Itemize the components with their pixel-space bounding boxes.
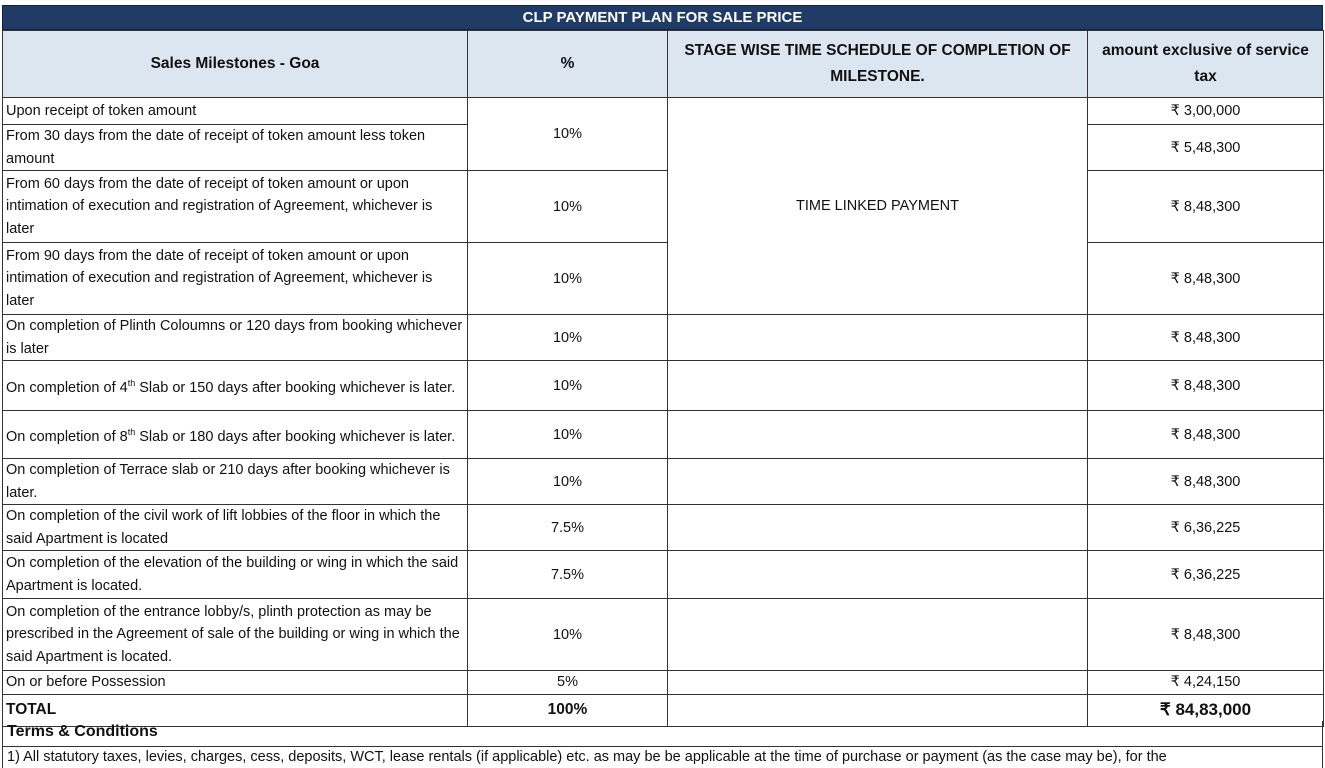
milestone-cell: On or before Possession — [3, 671, 468, 695]
percent-cell: 10% — [468, 599, 668, 671]
ordinal-suffix: th — [127, 377, 136, 388]
schedule-cell — [668, 505, 1088, 551]
schedule-cell — [668, 459, 1088, 505]
table-row — [3, 505, 1324, 551]
percent-cell: 10% — [468, 98, 668, 171]
table-header-row — [3, 31, 1324, 98]
table-row — [3, 459, 1324, 505]
table-row — [3, 315, 1324, 361]
milestone-text: Slab or 180 days after booking whichever is later. — [135, 428, 456, 445]
milestone-text: On completion of 4 — [6, 379, 128, 396]
percent-cell: 5% — [468, 671, 668, 695]
schedule-cell: TIME LINKED PAYMENT — [668, 98, 1088, 315]
milestone-cell: On completion of the entrance lobby/s, plinth protection as may be prescribed in the Agreement of sale of the building or wing in which the said Apartment is located. — [3, 599, 468, 671]
plan-title: CLP PAYMENT PLAN FOR SALE PRICE — [2, 5, 1323, 30]
table-row — [3, 671, 1324, 695]
payment-plan-table — [2, 30, 1324, 727]
milestone-cell: On completion of the civil work of lift lobbies of the floor in which the said Apartment is located — [3, 505, 468, 551]
percent-cell: 7.5% — [468, 551, 668, 599]
percent-cell: 10% — [468, 459, 668, 505]
header-percent: % — [468, 31, 668, 98]
milestone-text: Slab or 150 days after booking whichever is later. — [135, 379, 456, 396]
total-label: TOTAL — [3, 694, 468, 726]
amount-cell: ₹ 6,36,225 — [1088, 505, 1324, 551]
header-amount: amount exclusive of service tax — [1088, 31, 1324, 98]
milestone-cell: Upon receipt of token amount — [3, 98, 468, 125]
table-row — [3, 98, 1324, 125]
milestone-cell — [3, 361, 468, 411]
amount-cell: ₹ 8,48,300 — [1088, 243, 1324, 315]
amount-cell: ₹ 8,48,300 — [1088, 315, 1324, 361]
amount-cell: ₹ 8,48,300 — [1088, 411, 1324, 459]
amount-cell: ₹ 6,36,225 — [1088, 551, 1324, 599]
header-milestones: Sales Milestones - Goa — [3, 31, 468, 98]
percent-cell: 10% — [468, 361, 668, 411]
amount-cell: ₹ 4,24,150 — [1088, 671, 1324, 695]
schedule-cell — [668, 599, 1088, 671]
milestone-cell: On completion of the elevation of the building or wing in which the said Apartment is located. — [3, 551, 468, 599]
milestone-cell: From 90 days from the date of receipt of token amount or upon intimation of execution and registration of Agreement, whichever is later — [3, 243, 468, 315]
amount-cell: ₹ 5,48,300 — [1088, 125, 1324, 171]
milestone-text: On completion of 8 — [6, 428, 128, 445]
terms-line: 1) All statutory taxes, levies, charges, cess, deposits, WCT, lease rentals (if applicable) etc. as may be be applicable at the time of purchase or payment (as the case may be), for the — [2, 747, 1323, 768]
schedule-cell — [668, 671, 1088, 695]
schedule-cell — [668, 315, 1088, 361]
milestone-cell: From 30 days from the date of receipt of token amount less token amount — [3, 125, 468, 171]
percent-cell: 10% — [468, 411, 668, 459]
amount-cell: ₹ 8,48,300 — [1088, 599, 1324, 671]
milestone-cell — [3, 411, 468, 459]
table-row — [3, 171, 1324, 243]
percent-cell: 10% — [468, 171, 668, 243]
percent-cell: 7.5% — [468, 505, 668, 551]
milestone-cell: From 60 days from the date of receipt of token amount or upon intimation of execution and registration of Agreement, whichever is later — [3, 171, 468, 243]
table-row — [3, 551, 1324, 599]
total-percent: 100% — [468, 694, 668, 726]
milestone-cell: On completion of Terrace slab or 210 days after booking whichever is later. — [3, 459, 468, 505]
percent-cell: 10% — [468, 243, 668, 315]
table-row — [3, 361, 1324, 411]
terms-title: Terms & Conditions — [2, 721, 1323, 747]
ordinal-suffix: th — [127, 426, 136, 437]
schedule-cell — [668, 411, 1088, 459]
amount-cell: ₹ 8,48,300 — [1088, 171, 1324, 243]
total-amount: ₹ 84,83,000 — [1088, 694, 1324, 726]
percent-cell: 10% — [468, 315, 668, 361]
amount-cell: ₹ 3,00,000 — [1088, 98, 1324, 125]
schedule-cell — [668, 361, 1088, 411]
table-row — [3, 243, 1324, 315]
schedule-cell — [668, 551, 1088, 599]
table-row — [3, 599, 1324, 671]
milestone-cell: On completion of Plinth Coloumns or 120 days from booking whichever is later — [3, 315, 468, 361]
amount-cell: ₹ 8,48,300 — [1088, 459, 1324, 505]
amount-cell: ₹ 8,48,300 — [1088, 361, 1324, 411]
header-schedule: STAGE WISE TIME SCHEDULE OF COMPLETION OF MILESTONE. — [668, 31, 1088, 98]
table-row — [3, 411, 1324, 459]
